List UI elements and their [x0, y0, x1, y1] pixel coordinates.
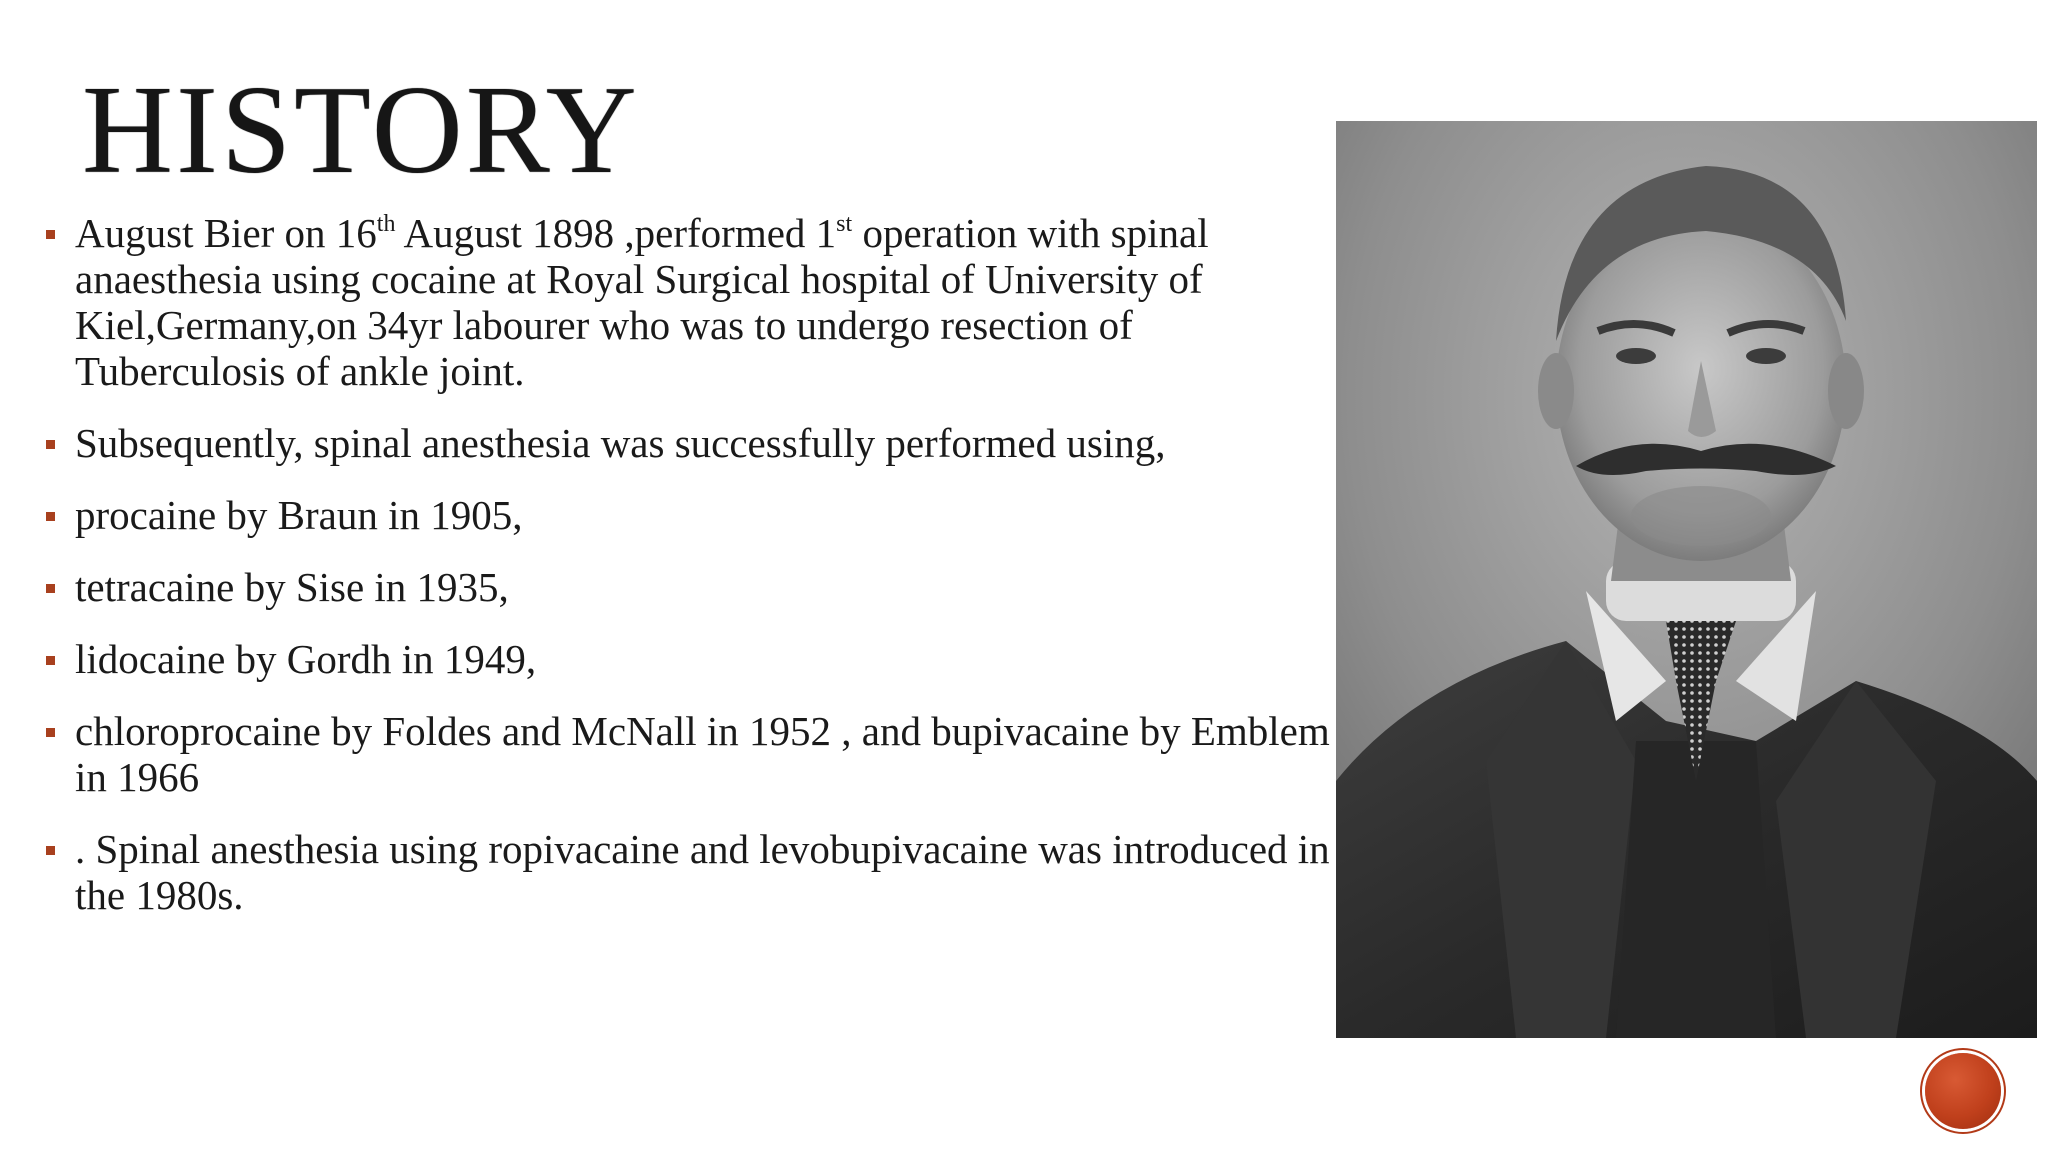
bullet-text: operation with spinal anaesthesia using cocaine at Royal Surgical hospital of University of Kiel,Germany,on 34yr labourer who was to undergo resection of Tuberculosis of ankle joint. [75, 210, 1209, 394]
bullet-square-icon [46, 230, 55, 239]
next-slide-circle-icon[interactable] [1925, 1053, 2001, 1129]
bullet-square-icon [46, 440, 55, 449]
bullet-text: August 1898 ,performed 1 [395, 210, 837, 256]
portrait-photo [1336, 121, 2037, 1038]
superscript-text: st [836, 211, 853, 237]
portrait-image [1336, 121, 2037, 1038]
bullet-item [42, 636, 1332, 682]
superscript-text: th [376, 211, 396, 237]
bullet-item [42, 564, 1332, 610]
bullet-square-icon [46, 656, 55, 665]
bullet-text: Subsequently, spinal anesthesia was successfully performed using, [75, 420, 1166, 466]
bullet-item [42, 492, 1332, 538]
bullet-square-icon [46, 584, 55, 593]
bullet-list [42, 210, 1332, 944]
bullet-text: August Bier on 16 [75, 210, 377, 256]
bullet-text: procaine by Braun in 1905, [75, 492, 523, 538]
bullet-item [42, 210, 1332, 394]
bullet-square-icon [46, 728, 55, 737]
bullet-text: tetracaine by Sise in 1935, [75, 564, 509, 610]
bullet-item [42, 708, 1332, 800]
bullet-square-icon [46, 846, 55, 855]
bullet-text: . Spinal anesthesia using ropivacaine and levobupivacaine was introduced in the 1980s. [75, 826, 1330, 918]
bullet-item [42, 420, 1332, 466]
slide-title: HISTORY [82, 61, 640, 200]
bullet-square-icon [46, 512, 55, 521]
bullet-text: lidocaine by Gordh in 1949, [75, 636, 537, 682]
bullet-item [42, 826, 1332, 918]
bullet-text: chloroprocaine by Foldes and McNall in 1952 , and bupivacaine by Emblem in 1966 [75, 708, 1330, 800]
